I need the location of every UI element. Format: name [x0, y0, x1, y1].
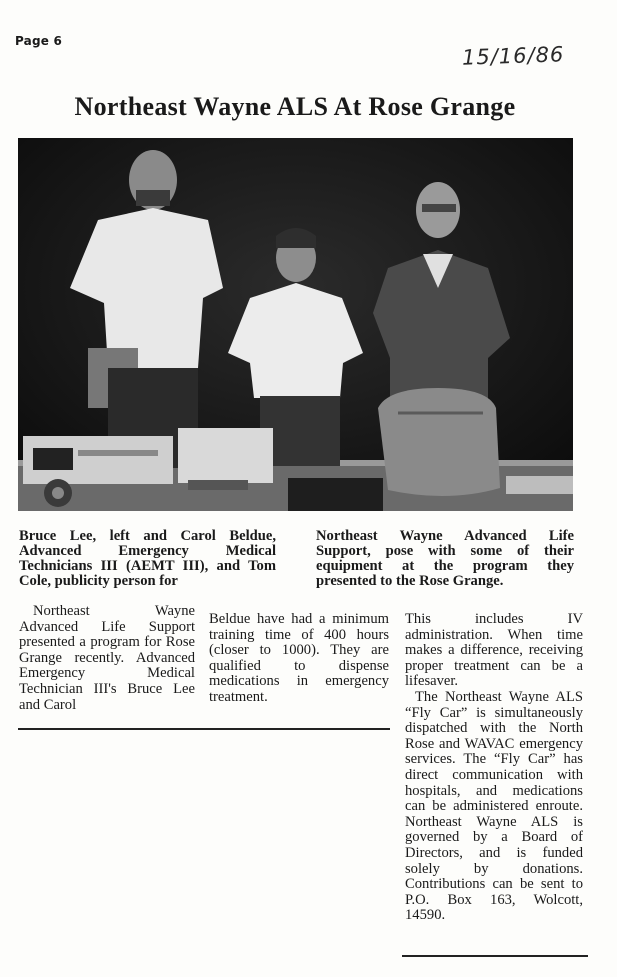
photo-caption-left: Bruce Lee, left and Carol Beldue, Advanced Emergency Medical Technicians III (AEMT III), and Tom Cole, publicity person for [19, 528, 276, 589]
article-paragraph: Northeast Wayne Advanced Life Support presented a program for Rose Grange recently. Advanced Emergency Medical Technician III's Bruce Lee and Carol [19, 603, 195, 713]
article-column-3 [405, 612, 583, 924]
page-label: Page 6 [15, 34, 63, 48]
column-rule [18, 728, 390, 730]
news-photo [18, 138, 573, 511]
article-column-1 [19, 604, 195, 713]
handwritten-date: 15/16/86 [461, 42, 565, 70]
article-paragraph: This includes IV administration. When time makes a difference, receiving proper treatment can be a lifesaver. [405, 611, 583, 690]
article-column-2 [209, 612, 389, 706]
headline: Northeast Wayne ALS At Rose Grange [74, 92, 516, 121]
column-rule [402, 955, 588, 957]
photo-caption-right: Northeast Wayne Advanced Life Support, pose with some of their equipment at the program they presented to the Rose Grange. [316, 528, 574, 589]
article-paragraph: The Northeast Wayne ALS “Fly Car” is simultaneously dispatched with the North Rose and WAVAC emergency services. The “Fly Car” has direct communication with hospitals, and medications can be administered enroute. Northeast Wayne ALS is governed by a Board of Directors, and is funded solely by donations. Contributions can be sent to P.O. Box 163, Wolcott, 14590. [405, 688, 583, 924]
article-paragraph: Beldue have had a minimum training time of 400 hours (closer to 1000). They are qualified to dispense medications in emergency treatment. [209, 611, 389, 705]
photo-illustration [18, 138, 573, 511]
